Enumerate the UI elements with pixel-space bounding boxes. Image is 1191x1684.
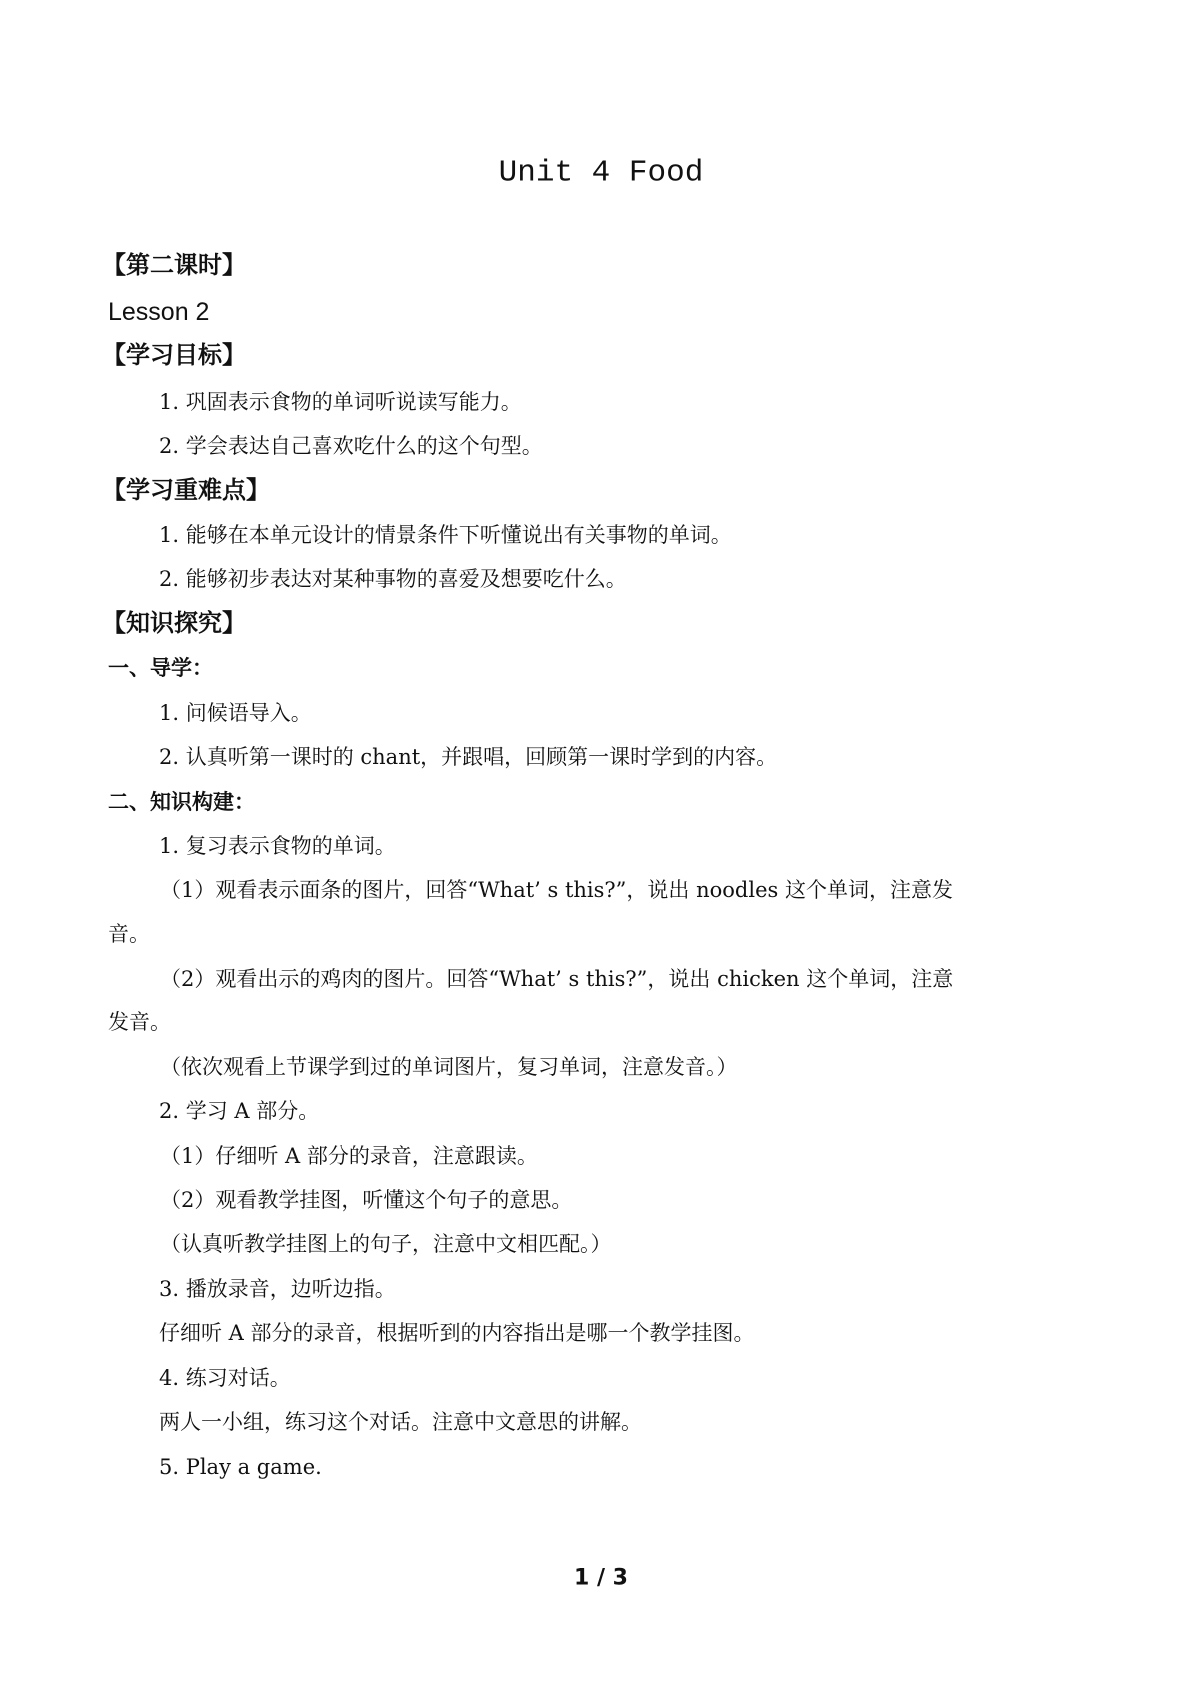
build-line: 3. 播放录音，边听边指。 — [159, 1277, 396, 1301]
guide-item: 2. 认真听第一课时的 chant，并跟唱，回顾第一课时学到的内容。 — [159, 745, 778, 769]
document-title: Unit 4 Food — [498, 155, 704, 191]
objectives-heading: 【学习目标】 — [102, 341, 246, 369]
exploration-heading: 【知识探究】 — [102, 609, 246, 637]
build-line: 发音。 — [108, 1010, 171, 1034]
page-number: 1 / 3 — [574, 1565, 628, 1591]
build-line: 1. 复习表示食物的单词。 — [159, 834, 396, 858]
build-line: （2）观看教学挂图，听懂这个句子的意思。 — [160, 1188, 573, 1212]
build-line: 5. Play a game. — [159, 1455, 322, 1479]
key-points-heading: 【学习重难点】 — [102, 476, 270, 504]
key-point-item: 1. 能够在本单元设计的情景条件下听懂说出有关事物的单词。 — [159, 523, 732, 547]
lesson-label: Lesson 2 — [108, 298, 210, 326]
build-line: （2）观看出示的鸡肉的图片。回答“What’ s this?”，说出 chicken 这个单词，注意 — [160, 967, 954, 991]
build-line: 2. 学习 A 部分。 — [159, 1099, 320, 1123]
build-line: 音。 — [108, 922, 150, 946]
build-line: （1）仔细听 A 部分的录音，注意跟读。 — [160, 1144, 538, 1168]
build-line: 仔细听 A 部分的录音，根据听到的内容指出是哪一个教学挂图。 — [159, 1321, 755, 1345]
period-heading: 【第二课时】 — [102, 251, 246, 279]
guide-heading: 一、导学： — [108, 656, 213, 680]
key-point-item: 2. 能够初步表达对某种事物的喜爱及想要吃什么。 — [159, 567, 627, 591]
build-line: 4. 练习对话。 — [159, 1366, 291, 1390]
build-line: （依次观看上节课学到过的单词图片，复习单词，注意发音。） — [160, 1055, 738, 1079]
guide-item: 1. 问候语导入。 — [159, 701, 312, 725]
build-heading: 二、知识构建： — [108, 790, 255, 814]
objective-item: 2. 学会表达自己喜欢吃什么的这个句型。 — [159, 434, 543, 458]
build-line: （1）观看表示面条的图片，回答“What’ s this?”，说出 noodles 这个单词，注意发 — [160, 878, 953, 902]
build-line: （认真听教学挂图上的句子，注意中文相匹配。） — [160, 1232, 612, 1256]
objective-item: 1. 巩固表示食物的单词听说读写能力。 — [159, 390, 522, 414]
build-line: 两人一小组，练习这个对话。注意中文意思的讲解。 — [159, 1410, 642, 1434]
